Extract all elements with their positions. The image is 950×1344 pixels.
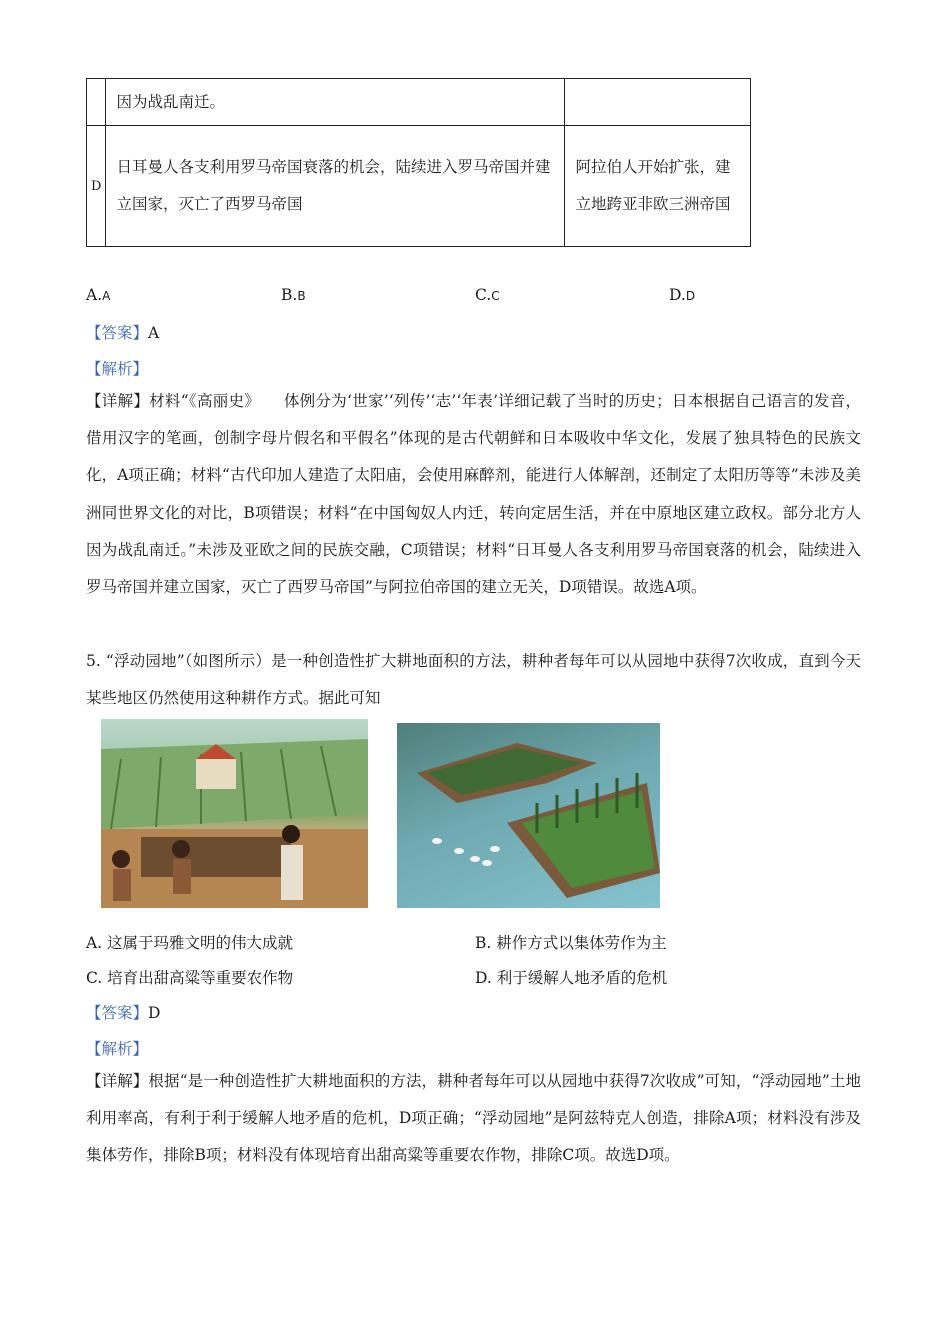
table-row — [87, 126, 751, 247]
q5-analysis-tag: 【解析】 — [86, 1040, 149, 1058]
q4-detail: 【详解】材料“《高丽史》 体例分为‘世家’‘列传’‘志’‘年表’详细记载了当时的历史；日本根据自己语言的发音，借用汉字的笔画，创制字母片假名和平假名”体现的是古代朝鲜和日本吸收中华文化，发展了独具特色的民族文化，A项正确；材料“古代印加人建造了太阳庙，会使用麻醉剂，能进行人体解剖，还制定了太阳历等等”未涉及美洲同世界文化的对比，B项错误；材料“在中国匈奴人内迁，转向定居生活，并在中原地区建立政权。部分北方人因为战乱南迁。”未涉及亚欧之间的民族交融，C项错误；材料“日耳曼人各支利用罗马帝国衰落的机会，陆续进入罗马帝国并建立国家，灭亡了西罗马帝国”与阿拉伯帝国的建立无关，D项错误。故选A项。 — [86, 392, 861, 597]
q4-choice-b: B.B — [281, 286, 306, 304]
row-left-cell: 日耳曼人各支利用罗马帝国衰落的机会，陆续进入罗马帝国并建立国家，灭亡了西罗马帝国 — [106, 126, 565, 247]
q4-choices — [86, 286, 766, 308]
q4-answer: 【答案】A — [86, 324, 160, 342]
q5-detail: 【详解】根据“是一种创造性扩大耕地面积的方法，耕种者每年可以从园地中获得7次收成”可知，“浮动园地”土地利用率高，有利于利于缓解人地矛盾的危机，D项正确；“浮动园地”是阿兹特克人创造，排除A项；材料没有涉及集体劳作，排除B项；材料没有体现培育出甜高粱等重要农作物，排除C项。故选D项。 — [86, 1072, 861, 1165]
q4-choice-c: C.C — [475, 286, 500, 304]
q5-choice-c: C. 培育出甜高粱等重要农作物 — [86, 969, 294, 987]
row-right-cell — [565, 79, 751, 126]
q4-choice-d: D.D — [669, 286, 696, 304]
table-row — [87, 79, 751, 126]
row-letter-cell: D — [87, 126, 106, 247]
row-left-cell: 因为战乱南迁。 — [106, 79, 565, 126]
row-letter-cell — [87, 79, 106, 126]
q4-choice-a: A.A — [86, 286, 111, 304]
options-table — [86, 78, 751, 247]
q5-choice-d: D. 利于缓解人地矛盾的危机 — [475, 969, 668, 987]
aztec-painting-image — [101, 719, 368, 908]
floating-garden-model-image — [397, 723, 660, 908]
q5-choice-b: B. 耕作方式以集体劳作为主 — [475, 934, 667, 952]
row-right-cell: 阿拉伯人开始扩张，建立地跨亚非欧三洲帝国 — [565, 126, 751, 247]
q5-choice-a: A. 这属于玛雅文明的伟大成就 — [86, 934, 294, 952]
q5-answer: 【答案】D — [86, 1004, 161, 1022]
q5-stem: 5. “浮动园地”（如图所示）是一种创造性扩大耕地面积的方法，耕种者每年可以从园地中获得7次收成，直到今天某些地区仍然使用这种耕作方式。据此可知 — [86, 652, 861, 708]
q4-analysis-tag: 【解析】 — [86, 360, 149, 378]
